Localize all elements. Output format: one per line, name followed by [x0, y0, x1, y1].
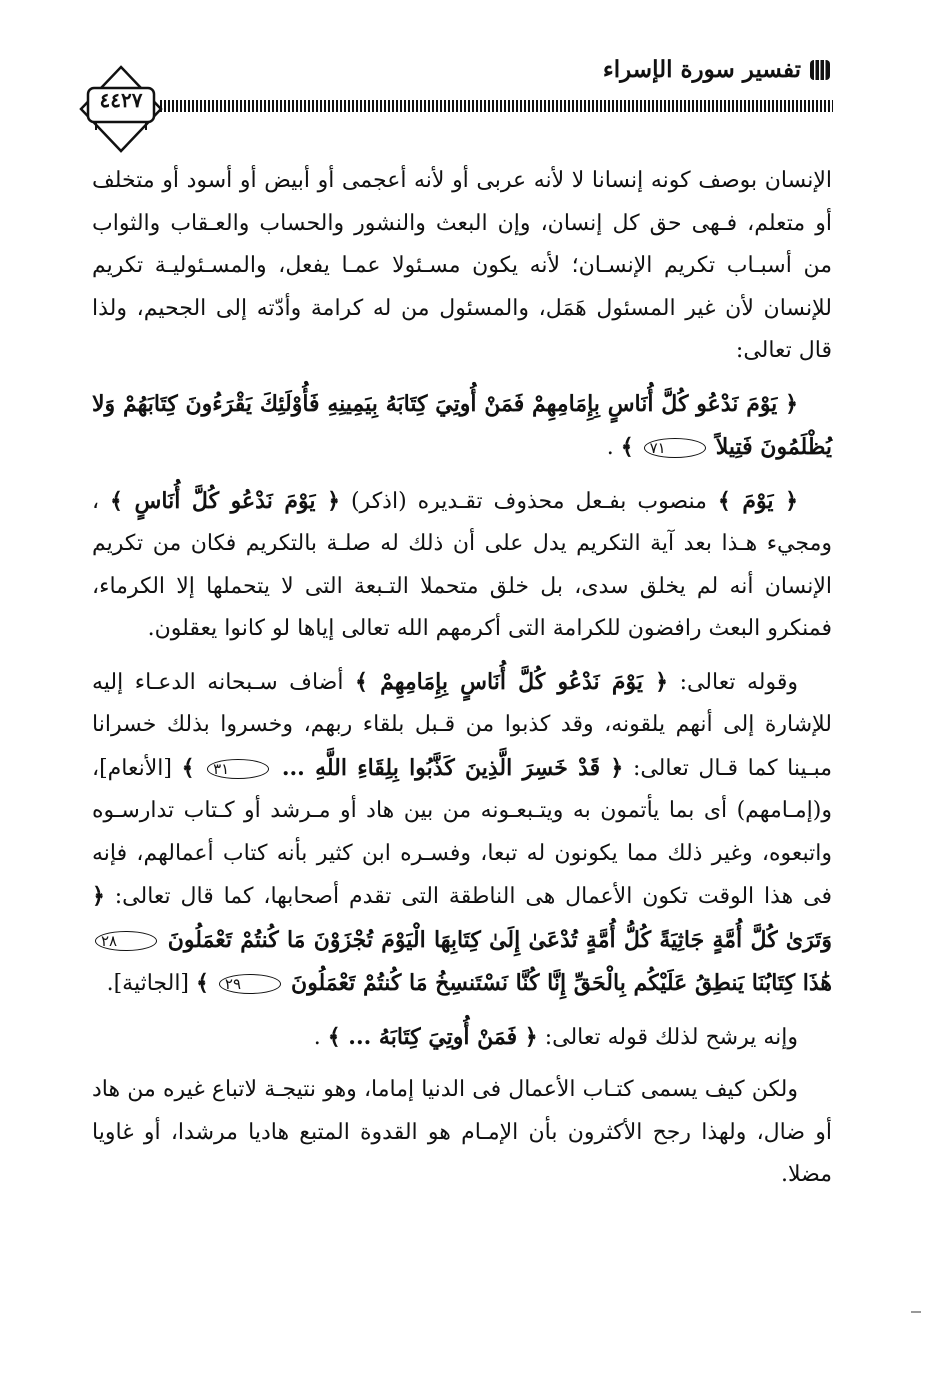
- body-text: وإنه يرشح لذلك قوله تعالى:: [544, 1024, 798, 1050]
- verse-number-marker: ٢٩: [219, 974, 281, 994]
- body-text: أضاف سـبحانه الدعـاء إليه للإشارة إلى أنهم يلقونه، وقد كذبوا من قـبل بلقاء ربهم، وخسروا بذلك خسرانا مبـينا كما قـال تعالى:: [92, 669, 833, 781]
- header-rule: [160, 100, 833, 112]
- quran-verse-text: هَٰذَا كِتَابُنَا يَنطِقُ عَلَيْكُم بِالْحَقِّ إِنَّا كُنَّا نَسْتَنسِخُ مَا كُنتُمْ تَعْمَلُونَ: [291, 970, 832, 996]
- body-text: ولكن كيف يسمى كتـاب الأعمال فى الدنيا إماما، وهو نتيجـة لاتباع غيره من هاد أو ضال، ولهذا رجح الأكثرون بأن الإمـام هو القدوة المتبع هاديا مرشدا، أو غاويا مضلا.: [92, 1077, 832, 1187]
- page-header: [0, 0, 929, 160]
- verse-number-marker: ٢٨: [95, 931, 157, 951]
- body-text: [الجاثية].: [106, 971, 190, 996]
- body-text: .: [606, 435, 614, 460]
- verse-number-marker: ٧١: [644, 438, 706, 458]
- page-number: ٤٤٢٧: [99, 88, 143, 112]
- paragraph-p5: [92, 1016, 832, 1060]
- paragraph-p6: [92, 1069, 832, 1197]
- paragraph-p4: [92, 661, 832, 1006]
- quran-verse-text: ﴿ يَوْمَ نَدْعُو كُلَّ أُنَاسٍ ﴾: [110, 487, 341, 514]
- body-text: .: [313, 1024, 321, 1050]
- paragraph-p2: [92, 383, 832, 470]
- body-text: منصوب بفـعل محذوف تقـديره (اذكر): [350, 488, 707, 514]
- quran-verse-text: ﴿ يَوْمَ نَدْعُو كُلَّ أُنَاسٍ بِإِمَامِهِمْ ﴾: [355, 668, 669, 695]
- quran-verse-text: ﴿ يَوْمَ نَدْعُو كُلَّ أُنَاسٍ بِإِمَامِهِمْ فَمَنْ أُوتِيَ كِتَابَهُ بِيَمِينِهِ فَأُوْلَئِكَ يَقْرَءُونَ كِتَابَهُمْ وَلا يُظْلَمُونَ فَتِيلاً: [92, 390, 832, 460]
- paragraph-p3: [92, 480, 832, 651]
- body-text: وقوله تعالى:: [679, 669, 798, 695]
- quran-verse-text: ﴿ وَتَرَىٰ كُلَّ أُمَّةٍ جَاثِيَةً كُلُّ أُمَّةٍ تُدْعَىٰ إِلَىٰ كِتَابِهَا الْيَوْمَ تُجْزَوْنَ مَا كُنتُمْ تَعْمَلُونَ: [92, 883, 832, 953]
- quran-verse-text: ﴿ يَوْمَ ﴾: [717, 487, 798, 514]
- header-title: تفسير سورة الإسراء: [602, 56, 801, 83]
- body-text: الإنسان بوصف كونه إنسانا لا لأنه عربى أو لأنه أعجمى أو أبيض أو أسود أو متخلف أو متعلم، فـهى حق كل إنسان، وإن البعث والنشور والحساب والعـقاب والثواب من أسبـاب تكريم الإنسـان؛ لأنه يكون مسـئولا عمـا يفعل، والمسـئوليـة تكريم للإنسان لأن غير المسئول هَمَل، والمسئول من له كرامة وأدّته إلى الجحيم، ولذا قال تعالى:: [92, 168, 832, 363]
- body-text: ، ومجيء هـذا بعد آية التكريم يدل على أن ذلك له صلـة بالتكريم فكان من تكريم الإنسان أنه لم يخلق سدى، بل خلق متحملا التـبعة التى لا يتحملها إلا الكرماء، فمنكرو البعث رافضون للكرامة التى أكرمهم الله تعالى إياها لو كانوا يعقلون.: [92, 488, 832, 641]
- verse-number-marker: ٣١: [207, 759, 269, 779]
- corner-mark: [911, 1311, 921, 1313]
- paragraph-p1: [92, 160, 832, 373]
- quran-verse-text: ﴾: [620, 434, 634, 460]
- quran-verse-text: ﴿ قَدْ خَسِرَ الَّذِينَ كَذَّبُوا بِلِقَاءِ اللَّهِ ...: [281, 754, 624, 781]
- header-ornament-icon: [807, 58, 833, 82]
- page-body: [92, 160, 832, 1207]
- quran-verse-text: ﴿ فَمَنْ أُوتِيَ كِتَابَهُ ... ﴾: [327, 1023, 538, 1050]
- quran-verse-text: ﴾: [181, 754, 195, 781]
- quran-verse-text: ﴾: [196, 970, 209, 996]
- body-text: [الأنعام]، و(إمـامهم) أى بما يأتمون به ويتـبعـونه من بين هاد أو مـرشد أو كـتاب تدارسـوه واتبعوه، وغير ذلك مما يكونون له تبعا، وفسـره ابن كثير بأنه كتاب أعمالهم، فإنه فى هذا الوقت تكون الأعمال هى الناطقة التى تقدم أصحابها، كما قال تعالى:: [92, 755, 833, 909]
